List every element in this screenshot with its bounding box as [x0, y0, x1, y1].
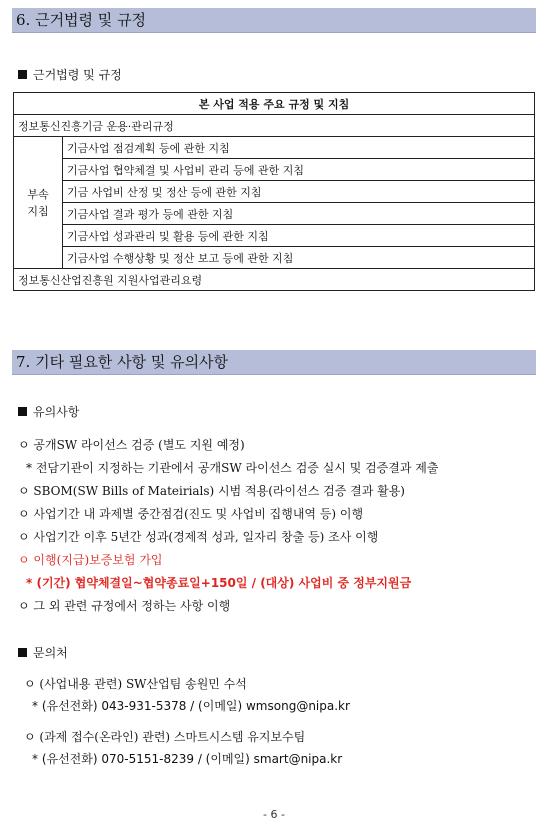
note-item: ㅇ 공개SW 라이선스 검증 (별도 지원 예정)	[18, 438, 245, 452]
side-label-cell	[14, 137, 63, 269]
table-row	[14, 181, 535, 203]
square-bullet-icon	[18, 70, 27, 79]
section-6-sub-label: 근거법령 및 규정	[33, 68, 122, 82]
guideline-cell: 기금사업 결과 평가 등에 관한 지침	[63, 203, 535, 225]
contact-detail: * (유선전화) 070-5151-8239 / (이메일) smart@nipa.kr	[32, 752, 343, 766]
table-row	[14, 137, 535, 159]
note-item-highlight: ㅇ 이행(지급)보증보험 가입	[18, 553, 163, 567]
table-cell-bottom: 정보통신산업진흥원 지원사업관리요령	[14, 269, 535, 291]
note-detail-highlight: * (기간) 협약체결일~협약종료일+150일 / (대상) 사업비 중 정부지원금	[26, 576, 412, 590]
section-7-title: 7. 기타 필요한 사항 및 유의사항	[16, 353, 229, 371]
section-6-title: 6. 근거법령 및 규정	[16, 11, 147, 29]
table-header: 본 사업 적용 주요 규정 및 지침	[14, 93, 535, 115]
table-row	[14, 225, 535, 247]
guideline-cell: 기금사업 성과관리 및 활용 등에 관한 지침	[63, 225, 535, 247]
section-6-subheading	[18, 67, 122, 83]
table-row	[14, 159, 535, 181]
note-item: ㅇ 사업기간 이후 5년간 성과(경제적 성과, 일자리 창출 등) 조사 이행	[18, 530, 379, 544]
table-cell-top: 정보통신진흥기금 운용·관리규정	[14, 115, 535, 137]
table-row	[14, 247, 535, 269]
note-item: ㅇ 사업기간 내 과제별 중간점검(진도 및 사업비 집행내역 등) 이행	[18, 507, 364, 521]
table-row	[14, 93, 535, 115]
contact-item: ㅇ (사업내용 관련) SW산업팀 송원민 수석	[24, 677, 247, 691]
notes-subheading	[18, 404, 79, 420]
guideline-cell: 기금 사업비 산정 및 정산 등에 관한 지침	[63, 181, 535, 203]
page-number: - 6 -	[263, 808, 285, 821]
notes-sub-label: 유의사항	[33, 405, 80, 419]
section-6-header	[12, 8, 536, 33]
table-row	[14, 115, 535, 137]
section-7-header	[12, 350, 536, 375]
contact-subheading	[18, 645, 68, 661]
note-item: ㅇ SBOM(SW Bills of Mateirials) 시범 적용(라이선스 검증 결과 활용)	[18, 484, 405, 498]
guideline-cell: 기금사업 점검계획 등에 관한 지침	[63, 137, 535, 159]
square-bullet-icon	[18, 407, 27, 416]
regulation-table	[13, 92, 535, 291]
side-label: 부속 지침	[27, 187, 49, 218]
table-row	[14, 203, 535, 225]
square-bullet-icon	[18, 648, 27, 657]
note-item: ㅇ 그 외 관련 규정에서 정하는 사항 이행	[18, 599, 231, 613]
contact-sub-label: 문의처	[33, 646, 68, 660]
note-detail: * 전담기관이 지정하는 기관에서 공개SW 라이선스 검증 실시 및 검증결과 제출	[26, 461, 439, 475]
table-row	[14, 269, 535, 291]
contact-item: ㅇ (과제 접수(온라인) 관련) 스마트시스템 유지보수팀	[24, 730, 306, 744]
contact-detail: * (유선전화) 043-931-5378 / (이메일) wmsong@nipa.kr	[32, 699, 350, 713]
guideline-cell: 기금사업 수행상황 및 정산 보고 등에 관한 지침	[63, 247, 535, 269]
guideline-cell: 기금사업 협약체결 및 사업비 관리 등에 관한 지침	[63, 159, 535, 181]
